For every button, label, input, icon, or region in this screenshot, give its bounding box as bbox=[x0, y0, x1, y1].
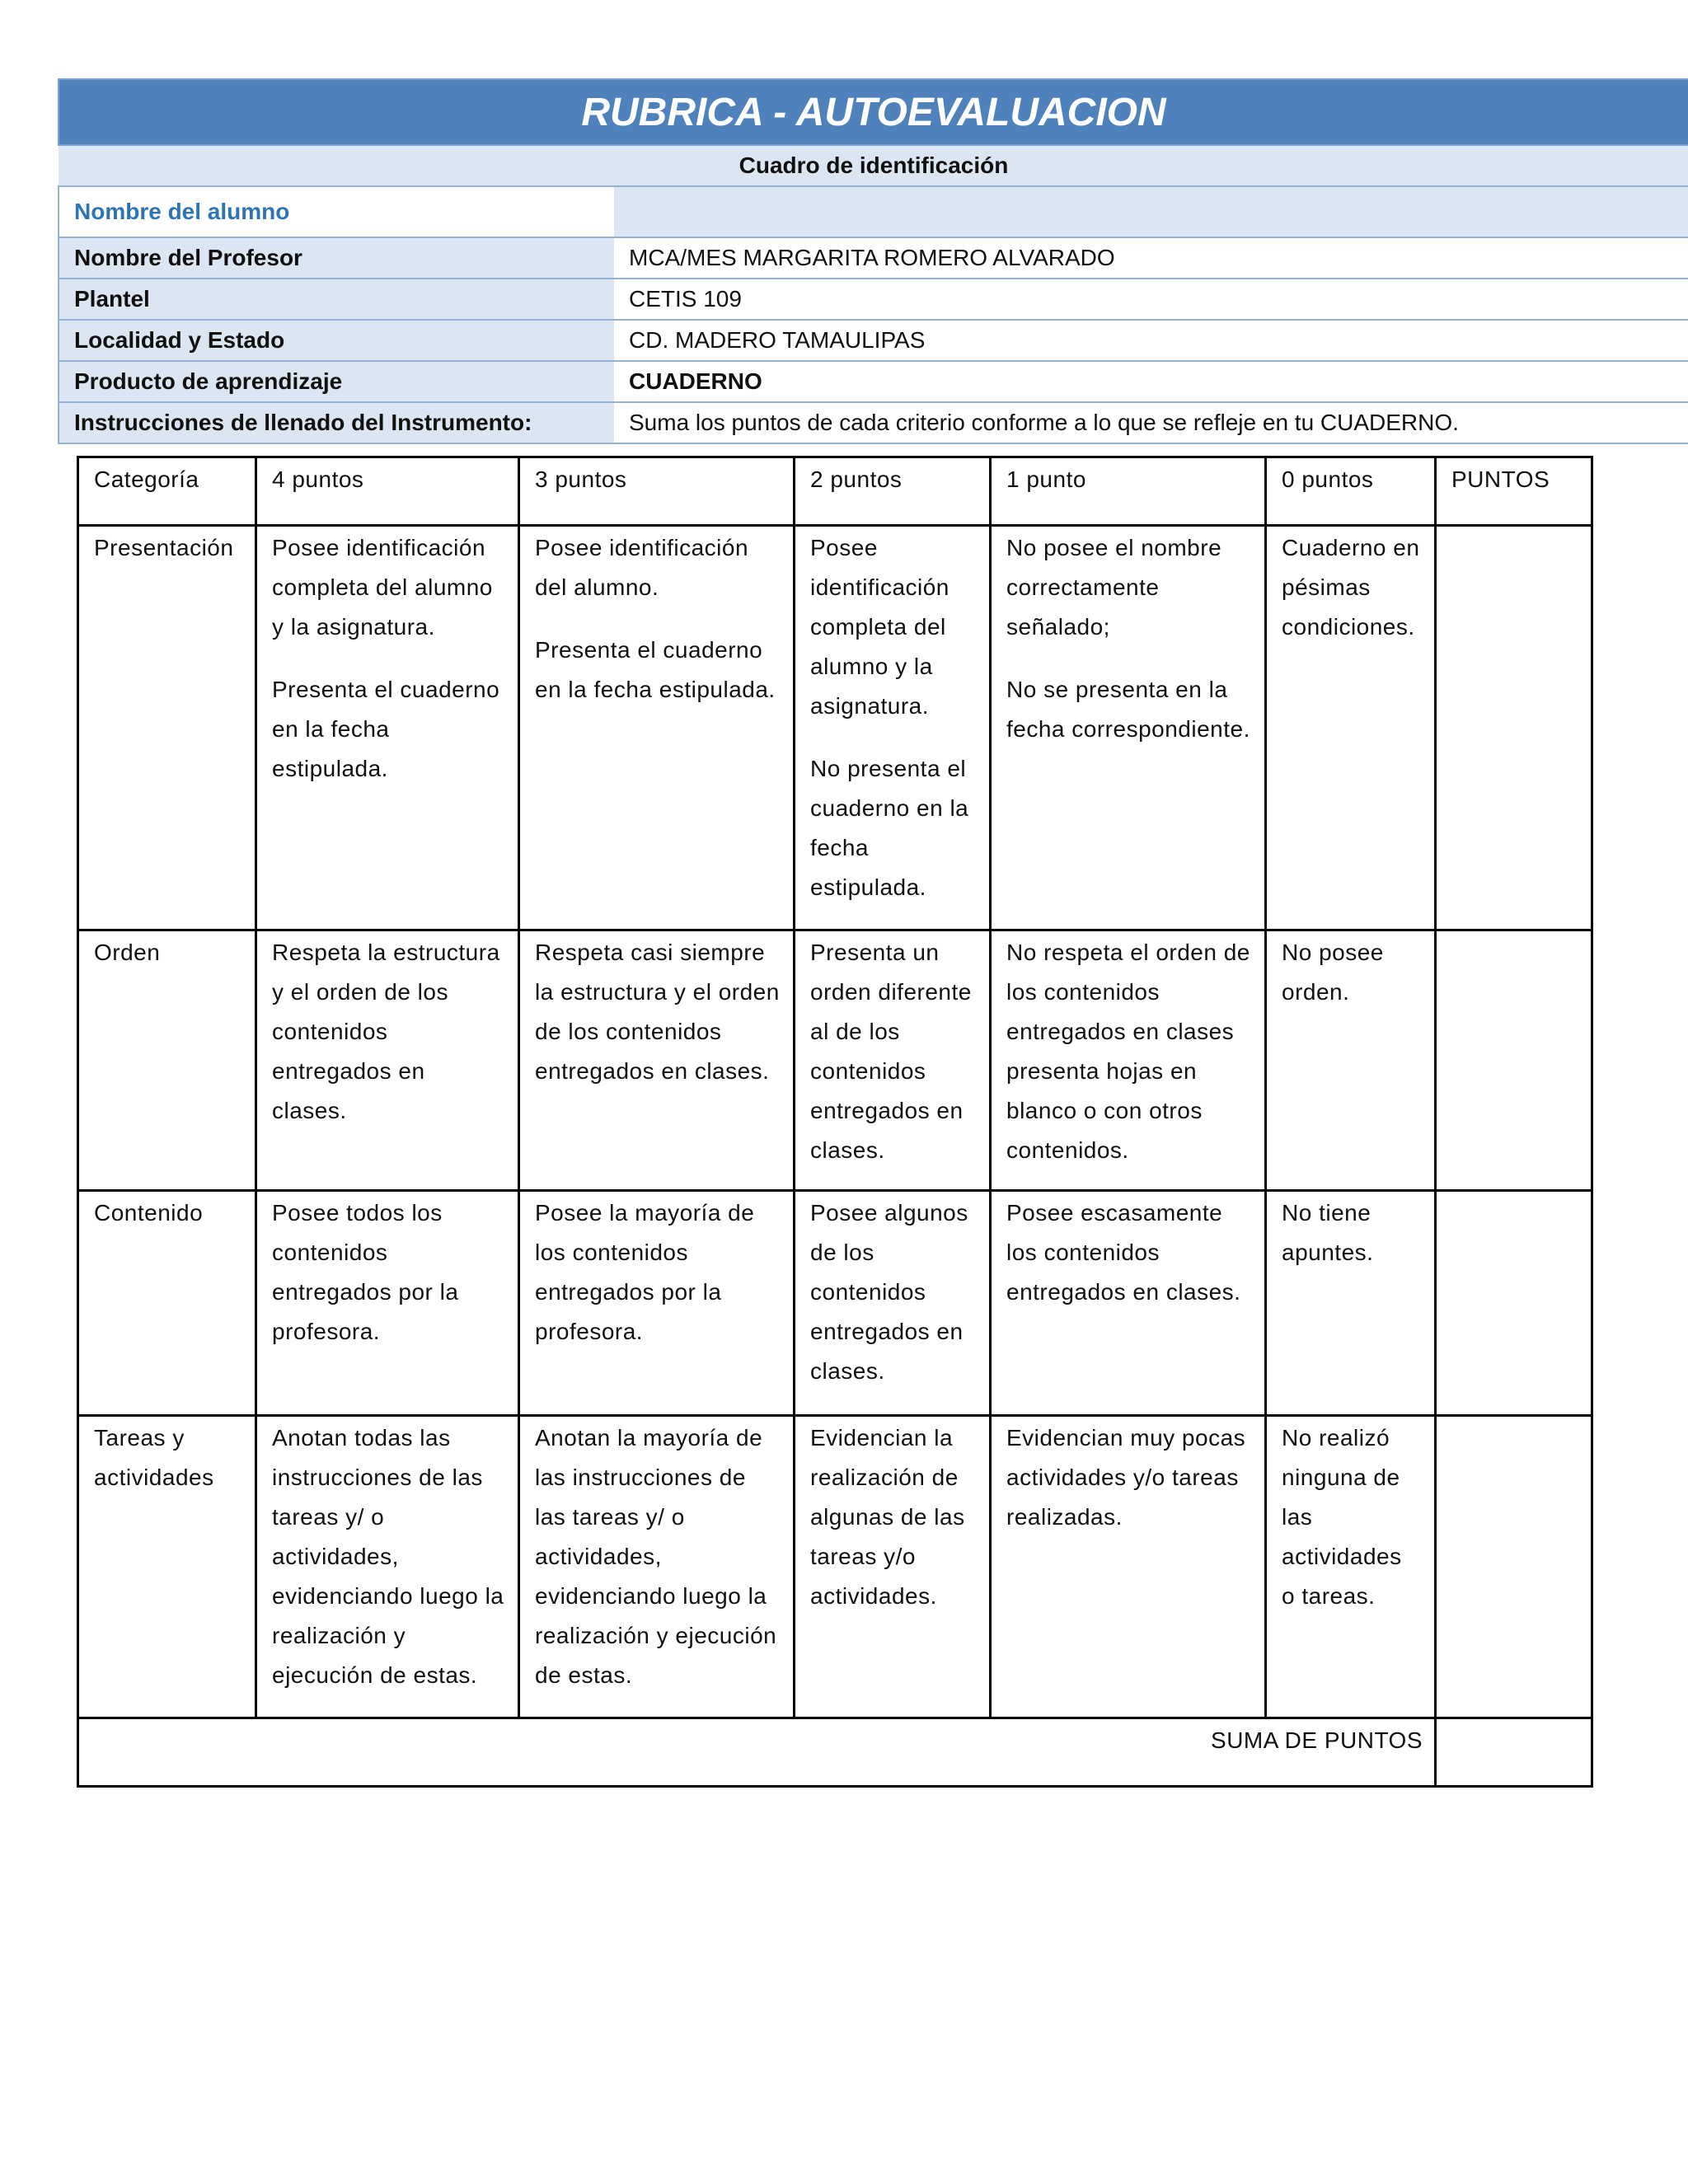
criterion-cell: No respeta el orden de los contenidos entregados en clases presenta hojas en blanco o con otros contenidos. bbox=[991, 930, 1266, 1191]
location-label: Localidad y Estado bbox=[59, 320, 614, 361]
rubric-header-row bbox=[78, 457, 1592, 526]
teacher-name-label: Nombre del Profesor bbox=[59, 237, 614, 279]
category-cell: Tareas y actividades bbox=[78, 1416, 256, 1718]
teacher-name-value: MCA/MES MARGARITA ROMERO ALVARADO bbox=[614, 237, 1688, 279]
identification-box bbox=[58, 78, 1688, 444]
column-header: 1 punto bbox=[991, 457, 1266, 526]
location-value: CD. MADERO TAMAULIPAS bbox=[614, 320, 1688, 361]
criterion-cell: Posee identificación completa del alumno y la asignatura. No presenta el cuaderno en la fecha estipulada. bbox=[795, 526, 991, 930]
criterion-cell: Evidencian la realización de algunas de las tareas y/o actividades. bbox=[795, 1416, 991, 1718]
points-cell[interactable] bbox=[1436, 526, 1592, 930]
criterion-cell: Respeta casi siempre la estructura y el orden de los contenidos entregados en clases. bbox=[519, 930, 795, 1191]
criterion-cell: Posee identificación del alumno. Presenta el cuaderno en la fecha estipulada. bbox=[519, 526, 795, 930]
school-label: Plantel bbox=[59, 279, 614, 320]
instructions-label: Instrucciones de llenado del Instrumento: bbox=[59, 402, 614, 443]
criterion-cell: No posee el nombre correctamente señalado; No se presenta en la fecha correspondiente. bbox=[991, 526, 1266, 930]
criterion-cell: No realizó ninguna de las actividades o tareas. bbox=[1266, 1416, 1436, 1718]
instructions-value: Suma los puntos de cada criterio conforme a lo que se refleje en tu CUADERNO. bbox=[614, 402, 1688, 443]
column-header: 3 puntos bbox=[519, 457, 795, 526]
criterion-cell: Evidencian muy pocas actividades y/o tareas realizadas. bbox=[991, 1416, 1266, 1718]
column-header: 0 puntos bbox=[1266, 457, 1436, 526]
category-cell: Orden bbox=[78, 930, 256, 1191]
criterion-cell: Respeta la estructura y el orden de los contenidos entregados en clases. bbox=[256, 930, 519, 1191]
criterion-cell: No posee orden. bbox=[1266, 930, 1436, 1191]
total-points-cell[interactable] bbox=[1436, 1718, 1592, 1787]
student-name-label: Nombre del alumno bbox=[59, 186, 614, 237]
points-cell[interactable] bbox=[1436, 1191, 1592, 1416]
criterion-cell: Posee algunos de los contenidos entregados en clases. bbox=[795, 1191, 991, 1416]
total-label: SUMA DE PUNTOS bbox=[78, 1718, 1436, 1787]
column-header: Categoría bbox=[78, 457, 256, 526]
criterion-cell: Posee escasamente los contenidos entregados en clases. bbox=[991, 1191, 1266, 1416]
category-cell: Presentación bbox=[78, 526, 256, 930]
section-subtitle: Cuadro de identificación bbox=[59, 145, 1688, 186]
category-cell: Contenido bbox=[78, 1191, 256, 1416]
column-header: PUNTOS bbox=[1436, 457, 1592, 526]
school-value: CETIS 109 bbox=[614, 279, 1688, 320]
document-title: RUBRICA - AUTOEVALUACION bbox=[59, 79, 1688, 145]
table-row bbox=[78, 1191, 1592, 1416]
criterion-cell: Anotan la mayoría de las instrucciones de las tareas y/ o actividades, evidenciando luego la realización y ejecución de estas. bbox=[519, 1416, 795, 1718]
criterion-cell: Cuaderno en pésimas condiciones. bbox=[1266, 526, 1436, 930]
product-value: CUADERNO bbox=[614, 361, 1688, 402]
criterion-cell: Presenta un orden diferente al de los contenidos entregados en clases. bbox=[795, 930, 991, 1191]
criterion-cell: Anotan todas las instrucciones de las tareas y/ o actividades, evidenciando luego la realización y ejecución de estas. bbox=[256, 1416, 519, 1718]
product-label: Producto de aprendizaje bbox=[59, 361, 614, 402]
student-name-field[interactable] bbox=[614, 186, 1688, 237]
criterion-cell: Posee identificación completa del alumno y la asignatura. Presenta el cuaderno en la fecha estipulada. bbox=[256, 526, 519, 930]
points-cell[interactable] bbox=[1436, 930, 1592, 1191]
column-header: 4 puntos bbox=[256, 457, 519, 526]
total-row bbox=[78, 1718, 1592, 1787]
criterion-cell: Posee la mayoría de los contenidos entregados por la profesora. bbox=[519, 1191, 795, 1416]
criterion-cell: Posee todos los contenidos entregados por la profesora. bbox=[256, 1191, 519, 1416]
table-row bbox=[78, 930, 1592, 1191]
column-header: 2 puntos bbox=[795, 457, 991, 526]
criterion-cell: No tiene apuntes. bbox=[1266, 1191, 1436, 1416]
points-cell[interactable] bbox=[1436, 1416, 1592, 1718]
table-row bbox=[78, 526, 1592, 930]
table-row bbox=[78, 1416, 1592, 1718]
rubric-table bbox=[77, 456, 1593, 1788]
